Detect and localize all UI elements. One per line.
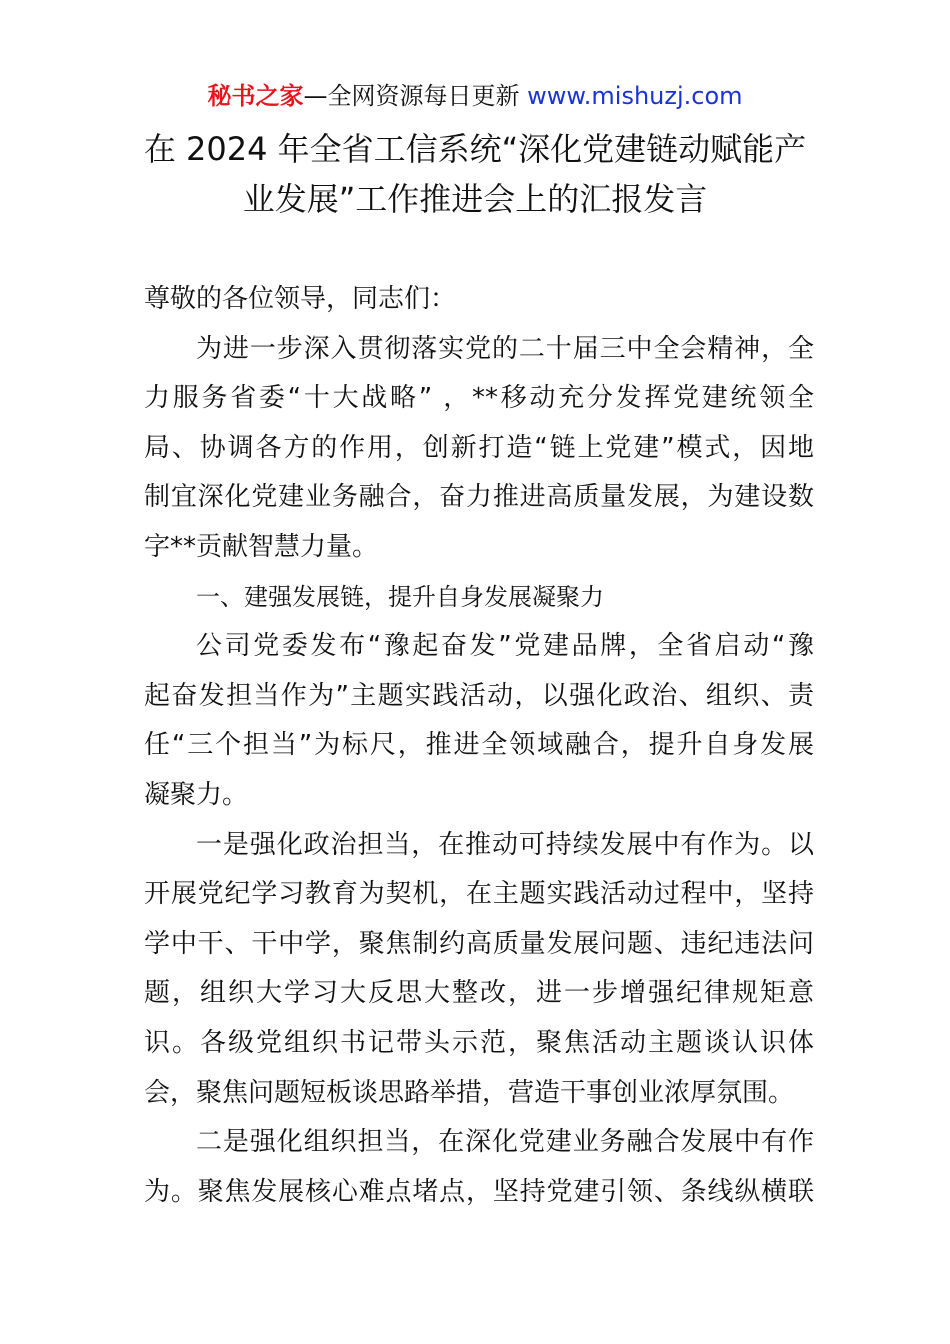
paragraph-line: 公司党委发布“豫起奋发”党建品牌，全省启动“豫 bbox=[196, 631, 814, 662]
paragraph-line: 为进一步深入贯彻落实党的二十届三中全会精神，全 bbox=[196, 333, 814, 364]
salutation bbox=[144, 275, 814, 325]
paragraph-line: 字**贡献智慧力量。 bbox=[144, 531, 379, 562]
paragraph-line: 开展党纪学习教育为契机，在主题实践活动过程中，坚持 bbox=[144, 879, 814, 910]
salutation-line: 尊敬的各位领导，同志们： bbox=[144, 284, 457, 314]
paragraph-brand bbox=[144, 622, 814, 820]
site-name: 秘书之家 bbox=[207, 82, 304, 110]
title-line-1: 在 2024 年全省工信系统“深化党建链动赋能产 bbox=[143, 130, 807, 168]
paragraph-political bbox=[144, 821, 814, 1119]
section-heading-text: 一、建强发展链，提升自身发展凝聚力 bbox=[196, 582, 604, 611]
section-heading-1 bbox=[144, 573, 814, 623]
document-title bbox=[120, 124, 830, 224]
paragraph-line: 二是强化组织担当，在深化党建业务融合发展中有作 bbox=[196, 1127, 814, 1158]
paragraph-organization bbox=[144, 1118, 814, 1217]
paragraph-line: 任“三个担当”为标尺，推进全领域融合，提升自身发展 bbox=[144, 730, 814, 761]
paragraph-line: 学中干、干中学，聚焦制约高质量发展问题、违纪违法问 bbox=[144, 928, 814, 959]
paragraph-line: 识。各级党组织书记带头示范，聚焦活动主题谈认识体 bbox=[144, 1027, 814, 1058]
paragraph-intro bbox=[144, 325, 814, 573]
paragraph-line: 起奋发担当作为”主题实践活动，以强化政治、组织、责 bbox=[144, 680, 814, 711]
paragraph-line: 局、协调各方的作用，创新打造“链上党建”模式，因地 bbox=[144, 432, 814, 463]
paragraph-line: 为。聚焦发展核心难点堵点，坚持党建引领、条线纵横联 bbox=[144, 1176, 814, 1207]
title-line-2: 业发展”工作推进会上的汇报发言 bbox=[242, 180, 708, 218]
document-body bbox=[144, 275, 814, 1217]
paragraph-line: 凝聚力。 bbox=[144, 779, 249, 810]
site-header bbox=[0, 80, 950, 112]
paragraph-line: 会，聚焦问题短板谈思路举措，营造干事创业浓厚氛围。 bbox=[144, 1077, 795, 1108]
paragraph-line: 题，组织大学习大反思大整改，进一步增强纪律规矩意 bbox=[144, 978, 814, 1009]
site-url-link[interactable]: www.mishuzj.com bbox=[527, 82, 743, 110]
paragraph-line: 力服务省委“十大战略” ，**移动充分发挥党建统领全 bbox=[144, 383, 814, 414]
site-tagline: —全网资源每日更新 bbox=[303, 82, 528, 110]
paragraph-line: 一是强化政治担当，在推动可持续发展中有作为。以 bbox=[196, 829, 814, 860]
paragraph-line: 制宜深化党建业务融合，奋力推进高质量发展，为建设数 bbox=[144, 482, 814, 513]
